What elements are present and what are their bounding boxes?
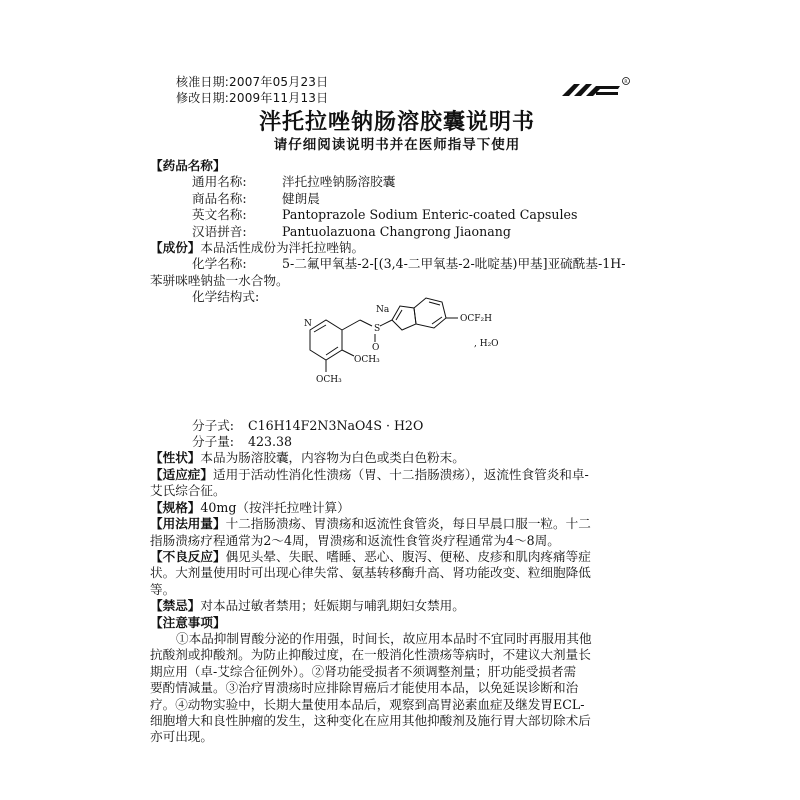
formula-row: 分子式: C16H14F2N3NaO4S · H2O bbox=[192, 417, 424, 433]
och3-label-2: OCH₃ bbox=[316, 374, 342, 385]
precautions-line: 疗。④动物实验中，长期大量使用本品后，观察到高胃泌素血症及继发胃ECL- bbox=[150, 696, 585, 712]
sulfur-label: S bbox=[374, 323, 381, 334]
precautions-line: 亦可出现。 bbox=[150, 729, 213, 745]
adverse-cont-2: 等。 bbox=[150, 581, 176, 597]
company-logo-icon bbox=[560, 76, 632, 98]
document-subtitle: 请仔细阅读说明书并在医师指导下使用 bbox=[273, 137, 521, 153]
dosage-cont: 指肠溃疡疗程通常为2～4周，胃溃疡和返流性食管炎疗程通常为4～8周。 bbox=[150, 532, 560, 548]
adverse-cont-1: 状。大剂量使用时可出现心律失常、氨基转移酶升高、肾功能改变、粒细胞降低 bbox=[150, 565, 591, 581]
strength-row: 【规格】40mg（按泮托拉唑计算） bbox=[150, 499, 350, 515]
indications-row: 【适应症】适用于活动性消化性溃疡（胃、十二指肠溃疡），返流性食管炎和卓- bbox=[150, 466, 589, 482]
english-name-row: 英文名称: Pantoprazole Sodium Enteric-coated Capsules bbox=[192, 207, 578, 223]
precautions-line: 要酌情减量。③治疗胃溃疡时应排除胃癌后才能使用本品，以免延误诊断和治 bbox=[150, 680, 579, 696]
document-title: 泮托拉唑钠肠溶胶囊说明书 bbox=[258, 110, 535, 135]
chemical-structure bbox=[150, 306, 642, 418]
drug-name-heading: 【药品名称】 bbox=[150, 158, 226, 173]
contraindications-row: 【禁忌】对本品过敏者禁用；妊娠期与哺乳期妇女禁用。 bbox=[150, 598, 465, 614]
precautions-heading: 【注意事项】 bbox=[150, 614, 226, 630]
adverse-row: 【不良反应】偶见头晕、失眠、嗜睡、恶心、腹泻、便秘、皮疹和肌肉疼痛等症 bbox=[150, 548, 591, 564]
generic-name-row: 通用名称: 泮托拉唑钠肠溶胶囊 bbox=[192, 174, 396, 190]
pinyin-row: 汉语拼音: Pantuolazuona Changrong Jiaonang bbox=[192, 223, 511, 239]
svg-text:R: R bbox=[624, 79, 628, 85]
chemical-name-row: 化学名称: 5-二氟甲氧基-2-[(3,4-二甲氧基-2-吡啶基)甲基]亚硫酰基-1H- bbox=[192, 256, 626, 272]
ring-n-label: N bbox=[304, 318, 312, 329]
ingredients-row: 【成份】本品活性成份为泮托拉唑钠。 bbox=[150, 240, 365, 256]
structure-label: 化学结构式: bbox=[192, 289, 260, 305]
dosage-row: 【用法用量】十二指肠溃疡、胃溃疡和返流性食管炎，每日早晨口服一粒。十二 bbox=[150, 516, 591, 532]
sodium-label: Na bbox=[376, 304, 390, 315]
precautions-line: 细胞增大和良性肿瘤的发生，这种变化在应用其他抑酸剂及施行胃大部切除术后 bbox=[150, 712, 591, 728]
water-label: , H₂O bbox=[474, 338, 499, 349]
precautions-line: 抗酸剂或抑酸剂。为防止抑酸过度，在一般消化性溃疡等病时，不建议大剂量长 bbox=[150, 647, 591, 663]
indications-cont: 艾氏综合征。 bbox=[150, 483, 226, 499]
ocf2h-label: OCF₂H bbox=[460, 313, 492, 324]
properties-row: 【性状】本品为肠溶胶囊，内容物为白色或类白色粉末。 bbox=[150, 450, 465, 466]
precautions-line: 期应用（卓-艾综合征例外）。②肾功能受损者不须调整剂量；肝功能受损者需 bbox=[150, 663, 577, 679]
document-body bbox=[150, 158, 642, 746]
trade-name-row: 商品名称: 健朗晨 bbox=[192, 190, 320, 206]
date-block bbox=[176, 74, 328, 106]
och3-label-1: OCH₃ bbox=[354, 354, 380, 365]
revision-date: 修改日期:2009年11月13日 bbox=[176, 91, 329, 105]
weight-row: 分子量: 423.38 bbox=[192, 434, 293, 450]
oxygen-label: O bbox=[372, 342, 380, 353]
precautions-line: ①本品抑制胃酸分泌的作用强，时间长，故应用本品时不宜同时再服用其他 bbox=[176, 630, 592, 646]
structure-diagram bbox=[296, 280, 536, 410]
chemical-name-cont: 苯骈咪唑钠盐一水合物。 bbox=[150, 272, 289, 288]
approval-date: 核准日期:2007年05月23日 bbox=[176, 75, 329, 89]
